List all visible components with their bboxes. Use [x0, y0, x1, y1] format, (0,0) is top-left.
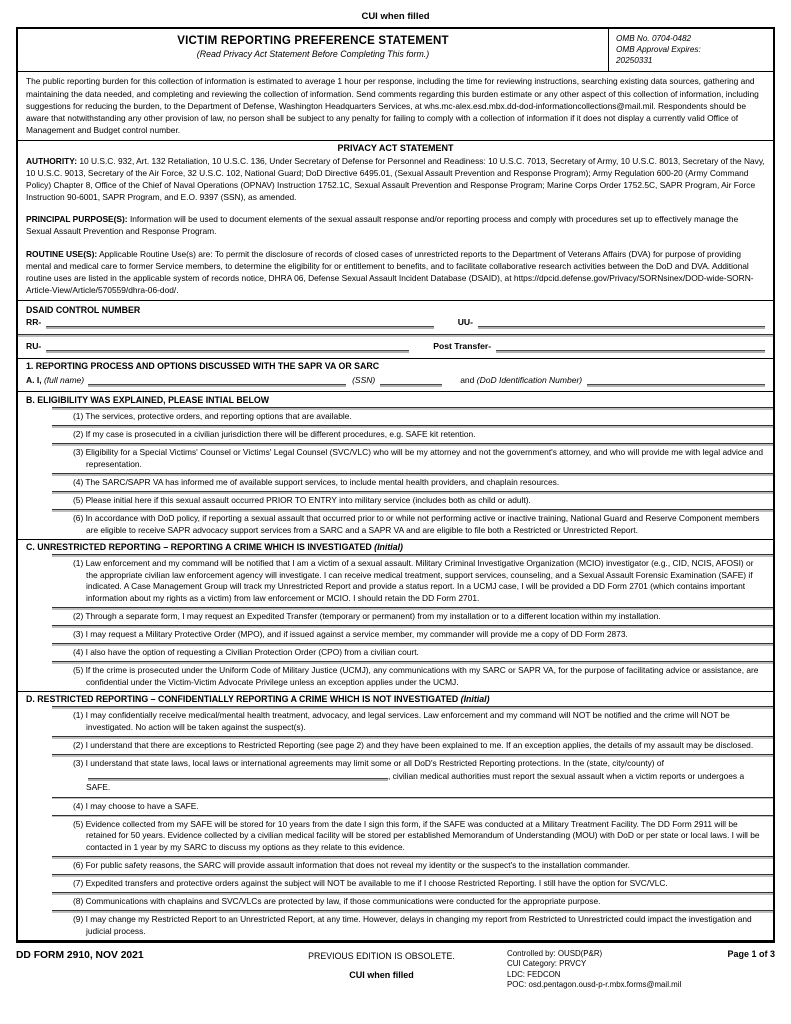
section-d-item-6: (6) For public safety reasons, the SARC will provide assault information that does not reveal my identity or the suspect's to the installation commander. — [18, 856, 773, 874]
omb-expires-date: 20250331 — [616, 55, 653, 65]
footer-right — [507, 947, 775, 991]
initials-field[interactable] — [22, 878, 64, 890]
initials-field[interactable] — [22, 665, 64, 689]
omb-number: OMB No. 0704-0482 — [616, 34, 692, 43]
ru-field-line[interactable] — [46, 341, 409, 351]
uu-field-line[interactable] — [478, 317, 765, 327]
authority-paragraph: AUTHORITY: 10 U.S.C. 932, Art. 132 Retaliation, 10 U.S.C. 136, Under Secretary of Defense for Personnel and Readiness: 10 U.S.C. 7013, Secretary of Army, 10 U.S.C. 8013, Secretary of the Navy, 10 U.S.C. 9013, Secretary of the Air Force, 32 U.S.C. 102, National Guard; DoD Directive 6495.01, (Sexual Assault Prevention and Response Program); Army Regulation 600-20 (Army Command Policy) Chapter 8, Office of the Chief of Naval Operations (OPNAV) Instruction 1752.1C, Sexual Assault Prevention and Response Program; Marine Corps Order 1752.5C, SAPR Program, Air Force Instruction 90-6001, SAPR Program, and E.O. 9397 (SSN), as amended. — [26, 155, 765, 203]
section-c-header: C. UNRESTRICTED REPORTING – REPORTING A CRIME WHICH IS INVESTIGATED (Initial) — [18, 539, 773, 555]
section-c-item-2: (2) Through a separate form, I may request an Expedited Transfer (temporary or permanent) from my installation or to a different location within my installation. — [18, 607, 773, 625]
cui-category: CUI Category: PRVCY — [507, 959, 587, 969]
name-ssn-dodid-row — [18, 373, 773, 391]
routine-uses-label: ROUTINE USE(S): — [26, 248, 98, 259]
ssn-field-line[interactable] — [380, 375, 442, 385]
initials-field[interactable] — [22, 710, 64, 734]
section-d-item-8: (8) Communications with chaplains and SVC/VLCs are protected by law, if those communications were conducted for the appropriate purpose. — [18, 892, 773, 910]
initials-field[interactable] — [22, 611, 64, 623]
title-cell — [18, 29, 608, 71]
section-b-item-4: (4) The SARC/SAPR VA has informed me of available support services, to include mental health providers, and chaplain resources. — [18, 473, 773, 491]
section-1-header: 1. REPORTING PROCESS AND OPTIONS DISCUSSED WITH THE SAPR VA OR SARC — [18, 358, 773, 374]
uu-label: UU- — [457, 316, 473, 327]
section-d-item-5: (5) Evidence collected from my SAFE will be stored for 10 years from the date I sign this form, if the SAFE was conducted at a Military Treatment Facility. The DD Form 2911 will be retained for 50 years. Evidence collected by a civilian medical facility will be stored per established Memorandum of Understanding (MOU) with DoD or per state or local laws. I will be contacted in 1 year by my SARC to discuss my options as they relate to this evidence. — [18, 815, 773, 856]
section-d-item-3: (3) I understand that state laws, local laws or international agreements may limit some or all DoD's Restricted Reporting protections. In the (state, city/county) of, civilian medical authorities must report the sexual assault when a victim reports or undergoes a SAFE. — [18, 754, 773, 796]
section-b-item-1: (1) The services, protective orders, and reporting options that are available. — [18, 407, 773, 425]
state-city-county-field-line[interactable] — [88, 770, 388, 779]
control-block — [507, 949, 721, 991]
section-d-initial-label: (Initial) — [460, 694, 490, 705]
initials-field[interactable] — [22, 429, 64, 441]
initials-field[interactable] — [22, 801, 64, 813]
a-label: A. I, — [26, 375, 42, 386]
page-number: Page 1 of 3 — [727, 948, 775, 959]
section-b-item-6: (6) In accordance with DoD policy, if reporting a sexual assault that occurred prior to or while not performing active or inactive training, National Guard and Reserve Component members are eligible to receive SAPR advocacy support services from a SARC and a SAPR VA and are eligible to file both a Restricted or Unrestricted Report. — [18, 509, 773, 539]
form-number: DD FORM 2910, NOV 2021 — [16, 949, 144, 961]
routine-uses-paragraph: ROUTINE USE(S): Applicable Routine Use(s) are: To permit the disclosure of records of closed cases of unrestricted reports to the Department of Veterans Affairs (DVA) for purpose of providing mental and medical care to former Service members, to determine the eligibility for or entitlement to benefits, and to facilitate collaborative research activities between the DoD and DVA. Additional routine uses are listed in the applicable system of records notice, DHRA 06, Defense Sexual Assault Incident Database (DSAID), at https://dpcid.defense.gov/Privacy/SORNsinex/DOD-wide-SORN-Article-View/Article/570559/dhra-06-dod/. — [26, 248, 754, 295]
cui-banner-top: CUI when filled — [361, 11, 430, 22]
section-d-item-9: (9) I may change my Restricted Report to an Unrestricted Report, at any time. However, delays in changing my report from Restricted to Unrestricted could impact the investigation and judicial process. — [18, 910, 773, 940]
initials-field[interactable] — [22, 495, 64, 507]
rr-label: RR- — [26, 316, 42, 327]
section-d-header: D. RESTRICTED REPORTING – CONFIDENTIALLY REPORTING A CRIME WHICH IS NOT INVESTIGATED (Initial) — [18, 691, 773, 707]
ru-label: RU- — [26, 340, 42, 351]
dod-id-label: (DoD Identification Number) — [476, 375, 583, 386]
footer-center — [256, 947, 507, 980]
authority-label: AUTHORITY: — [26, 155, 78, 166]
initials-field[interactable] — [22, 513, 64, 537]
initials-field[interactable] — [22, 629, 64, 641]
section-d-item-1: (1) I may confidentially receive medical/mental health treatment, advocacy, and legal services. Law enforcement and my command will NOT be notified and the crime will NOT be investigated. No action will be taken against the suspect(s). — [18, 706, 773, 736]
previous-edition-note: PREVIOUS EDITION IS OBSOLETE. — [308, 950, 455, 961]
section-b-item-5: (5) Please initial here if this sexual assault occurred PRIOR TO ENTRY into military service (includes both as child or adult). — [18, 491, 773, 509]
initials-field[interactable] — [22, 558, 64, 605]
section-c-item-4: (4) I also have the option of requesting a Civilian Protection Order (CPO) from a civilian court. — [18, 643, 773, 661]
form-title: VICTIM REPORTING PREFERENCE STATEMENT — [177, 35, 449, 47]
section-c-item-3: (3) I may request a Military Protective Order (MPO), and if issued against a service member, my commander will provide me a copy of DD Form 2873. — [18, 625, 773, 643]
poc: POC: osd.pentagon.ousd-p-r.mbx.forms@mail.mil — [507, 980, 682, 990]
section-d-item-4: (4) I may choose to have a SAFE. — [18, 797, 773, 815]
controlled-by: Controlled by: OUSD(P&R) — [507, 948, 603, 958]
section-b-item-2: (2) If my case is prosecuted in a civilian jurisdiction there will be different procedures, e.g. SAFE kit retention. — [18, 425, 773, 443]
dod-id-field-line[interactable] — [587, 375, 765, 385]
initials-field[interactable] — [22, 411, 64, 423]
dsaid-title: DSAID CONTROL NUMBER — [26, 304, 141, 315]
form-header — [18, 29, 773, 72]
initials-field[interactable] — [22, 896, 64, 908]
ldc: LDC: FEDCON — [507, 969, 561, 979]
ssn-label: (SSN) — [352, 375, 376, 386]
initials-field[interactable] — [22, 740, 64, 752]
privacy-act-body — [18, 153, 773, 300]
dsaid-row-2 — [26, 339, 765, 356]
section-b-header: B. ELIGIBILITY WAS EXPLAINED, PLEASE INTIAL BELOW — [18, 391, 773, 407]
cui-banner-bottom: CUI when filled — [349, 969, 414, 980]
burden-statement: The public reporting burden for this collection of information is estimated to average 1 hour per response, including the time for reviewing instructions, searching existing data sources, gathering and maintaining the data needed, and completing and reviewing the collection of information. Send comments regarding this burden estimate or any other aspect of this collection of information, including suggestions for reducing the burden, to the Department of Defense, Washington Headquarters Services, at whs.mc-alex.esd.mbx.dd-dod-informationcollections@mail.mil. Respondents should be aware that notwithstanding any other provision of law, no person shall be subject to any penalty for failing to comply with a collection of information if it does not display a currently valid Office of Management and Budget control number. — [26, 76, 759, 135]
privacy-act-title: PRIVACY ACT STATEMENT — [18, 140, 773, 153]
post-transfer-label: Post Transfer- — [433, 340, 492, 351]
form-box — [16, 27, 775, 943]
rr-field-line[interactable] — [46, 317, 433, 327]
and-label: and — [460, 375, 475, 386]
section-c-initial-label: (Initial) — [374, 542, 403, 553]
principal-purpose-label: PRINCIPAL PURPOSE(S): — [26, 214, 128, 225]
dsaid-section — [18, 300, 773, 358]
full-name-field-line[interactable] — [88, 375, 346, 385]
principal-purpose-paragraph: PRINCIPAL PURPOSE(S): Information will be used to document elements of the sexual assault response and/or reporting process and comply with procedures set up to effectively manage the Sexual Assault Prevention and Response Program. — [26, 214, 739, 237]
dsaid-row-1 — [26, 315, 765, 332]
section-c-item-1: (1) Law enforcement and my command will be notified that I am a victim of a sexual assault. Military Criminal Investigative Organization (MCIO) investigator (e.g., CID, NCIS, AFOSI) or the appropriate civilian law enforcement agency will investigate. I can receive medical treatment, support services, counseling, and a Sexual Assault Forensic Examination (SAFE) if indicated. A Case Management Group will track my Unrestricted Report and provide a status report. In a UCMJ case, I will be provided a DD Form 2701 (which contains important information about my rights as a victim) from law enforcement or MCIO. I should retain the DD Form 2701. — [18, 554, 773, 607]
initials-field[interactable] — [22, 758, 64, 794]
initials-field[interactable] — [22, 647, 64, 659]
section-c-item-5: (5) If the crime is prosecuted under the Uniform Code of Military Justice (UCMJ), any communications with my SARC or SAPR VA, for the purpose of facilitating advice or assistance, are confidential under the Victim-Victim Advocate Privilege unless an exception applies under the UCMJ. — [18, 661, 773, 691]
section-b-item-3: (3) Eligibility for a Special Victims' Counsel or Victims' Legal Counsel (SVC/VLC) who will be my attorney and not the government's attorney, and who will provide me with legal advice and representation. — [18, 443, 773, 473]
initials-field[interactable] — [22, 477, 64, 489]
full-name-label: (full name) — [43, 375, 85, 386]
initials-field[interactable] — [22, 860, 64, 872]
omb-expires-label: OMB Approval Expires: — [616, 44, 701, 54]
omb-box — [608, 29, 773, 71]
section-d-item-7: (7) Expedited transfers and protective orders against the subject will NOT be available to me if I choose Restricted Reporting. I still have the option for SVC/VLC. — [18, 874, 773, 892]
form-footer — [16, 947, 775, 991]
initials-field[interactable] — [22, 914, 64, 938]
initials-field[interactable] — [22, 819, 64, 854]
initials-field[interactable] — [22, 447, 64, 471]
section-d-item-2: (2) I understand that there are exceptions to Restricted Reporting (see page 2) and they have been explained to me. If an exception applies, the details of my assault may be disclosed. — [18, 736, 773, 754]
form-subtitle: (Read Privacy Act Statement Before Completing This form.) — [196, 49, 430, 59]
post-transfer-field-line[interactable] — [496, 341, 765, 351]
